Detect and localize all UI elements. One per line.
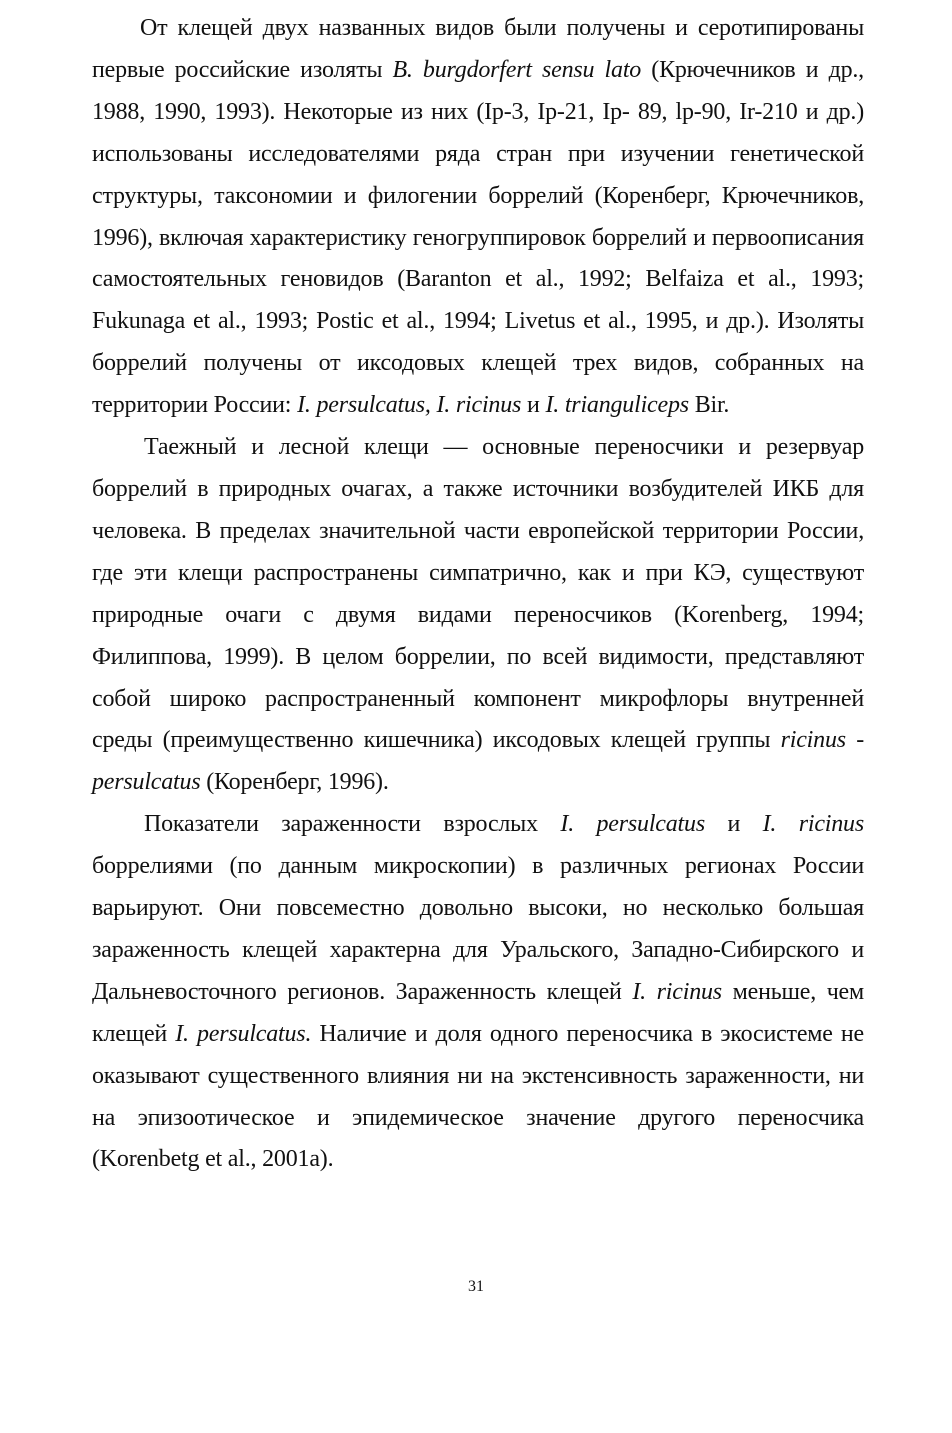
paragraph-2-text: Таежный и лесной клещи — основные переносчики и резервуар боррелий в природных очагах, а также источники возбудителей ИКБ для человека. В пределах значительной части европейской территории России, где эти клещи распространены симпатрично, как и при КЭ, существуют природные очаги с двумя видами переносчиков (Korenberg, 1994; Филиппова, 1999). В целом боррелии, по всей видимости, представляют собой широко распространенный компонент микрофлоры внутренней среды (преимущественно кишечника) иксодовых клещей группы xyxy=(92,434,864,754)
paragraph-1-text: (Крючечников и др., 1988, 1990, 1993). Некоторые из них (Ip-3, Ip-21, Ip- 89, lp-90, Ir-210 и др.) использованы исследователями ряда стран при изучении генетической структуры, таксономии и филогении боррелий (Коренберг, Крючечников, 1996), включая характеристику геногруппировок боррелий и первоописания самостоятельных геновидов (Baranton et al., 1992; Belfaiza et al., 1993; Fukunaga et al., 1993; Postic et al., 1994; Livetus et al., 1995, и др.). Изоляты боррелий получены от иксодовых клещей трех видов, собранных на территории России: xyxy=(92,56,864,419)
paragraph-1-text: и xyxy=(521,392,546,419)
species-name: I. persulcatus. xyxy=(175,1020,312,1047)
document-page xyxy=(92,8,864,1181)
paragraph-3-text: боррелиями (по данным микроскопии) в различных регионах России варьируют. Они повсеместно довольно высоки, но несколько большая зараженность клещей характерна для Уральского, Западно-Сибирского и Дальневосточного регионов. Зараженность клещей xyxy=(92,853,864,1005)
species-name: I. trianguliceps xyxy=(545,392,689,419)
paragraph-1-text: Bir. xyxy=(688,392,730,419)
species-name: I. persulcatus, I. ricinus xyxy=(297,392,522,419)
paragraph-1-text: От клещей двух названных видов были получены и серотипированы первые российские изоляты xyxy=(92,15,864,83)
species-name: B. burgdorfert sensu lato xyxy=(392,56,642,83)
paragraph-3-text: и xyxy=(704,811,763,838)
page-number: 31 xyxy=(468,1278,484,1295)
species-name: ricinus - persulcatus xyxy=(92,727,864,796)
paragraph-2 xyxy=(92,427,864,804)
paragraph-2-text: (Коренберг, 1996). xyxy=(200,769,389,796)
species-name: I. persulcatus xyxy=(560,811,705,838)
species-name: I. ricinus xyxy=(762,811,864,838)
paragraph-1 xyxy=(92,8,864,427)
paragraph-3 xyxy=(92,804,864,1181)
species-name: I. ricinus xyxy=(632,978,722,1005)
paragraph-3-text: меньше, чем клещей xyxy=(92,978,864,1047)
paragraph-3-text: Показатели зараженности взрослых xyxy=(144,811,561,838)
paragraph-3-text: Наличие и доля одного переносчика в экосистеме не оказывают существенного влияния ни на экстенсивность зараженности, ни на эпизоотическое и эпидемическое значение другого переносчика (Korenbetg et al., 2001a). xyxy=(92,1020,864,1173)
